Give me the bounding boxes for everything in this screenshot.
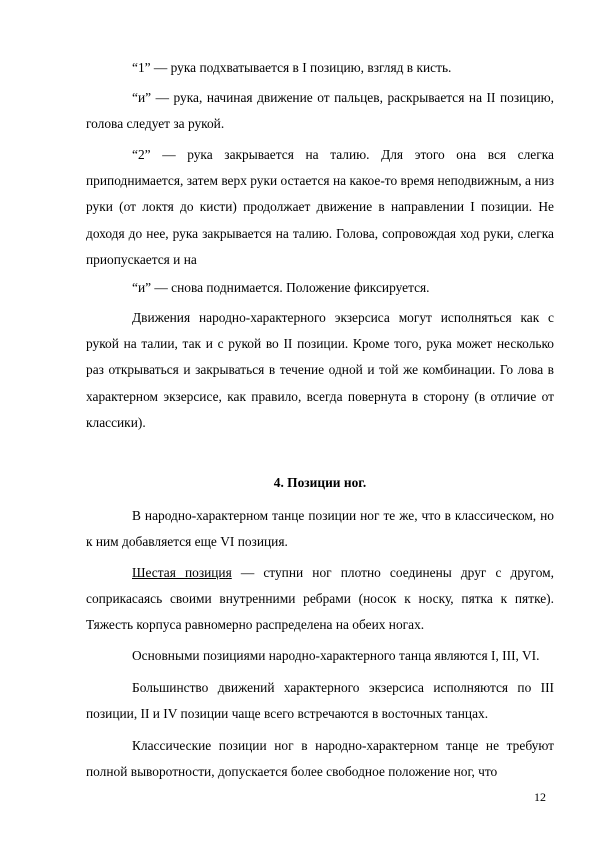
section-heading: 4. Позиции ног. [273,475,367,490]
paragraph-count-2: “2” — рука закрывается на талию. Для этого она вся слегка приподнимается, затем верх руки остается на какое-то время неподвижным, а низ руки (от локтя до кисти) продолжает движение в направлении I позиции. Не доходя до нее, рука закрывается на талию. Голова, сопровождая ход руки, слегка приопускается и на [86,147,554,267]
page-number: 12 [534,790,546,804]
sixth-position-term: Шестая позиция [132,565,232,580]
paragraph-count-1: “1” — рука подхватывается в I позицию, взгляд в кисть. [132,60,452,75]
sixth-position-description: — ступни ног плотно соединены друг с другом, соприкасаясь своими внутренними ребрами (носок к носку, пятка к пятке). Тяжесть корпуса равномерно распределена на обеих ногах. [86,565,554,633]
paragraph-exercise-movements: Движения народно-характерного экзерсиса могут исполняться как с рукой на талии, так и с рукой во II позиции. Кроме того, рука может несколько раз открываться и закрываться в течение одной и той же комбинации. Го лова в характерном экзерсисе, как правило, всегда повернута в сторону (в отличие от классики). [86,310,554,430]
paragraph-count-i-fix: “и” — снова поднимается. Положение фиксируется. [132,280,430,295]
paragraph-count-i-open: “и” — рука, начиная движение от пальцев, раскрывается на II позицию, голова следует за рукой. [86,90,554,132]
paragraph-classical-positions: Классические позиции ног в народно-характерном танце не требуют полной выворотности, допускается более свободное положение ног, что [86,738,554,780]
paragraph-main-positions: Основными позициями народно-характерного танца являются I, III, VI. [132,648,540,663]
paragraph-foot-positions-intro [86,503,554,555]
paragraph-sixth-position [86,560,554,639]
paragraph-most-movements: Большинство движений характерного экзерсиса исполняются по III позиции, II и IV позиции чаще всего встречаются в восточных танцах. [86,680,554,722]
paragraph-foot-positions-intro-text: В народно-характерном танце позиции ног те же, что в классическом, но к ним добавляется еще VI позиция. [86,508,554,550]
